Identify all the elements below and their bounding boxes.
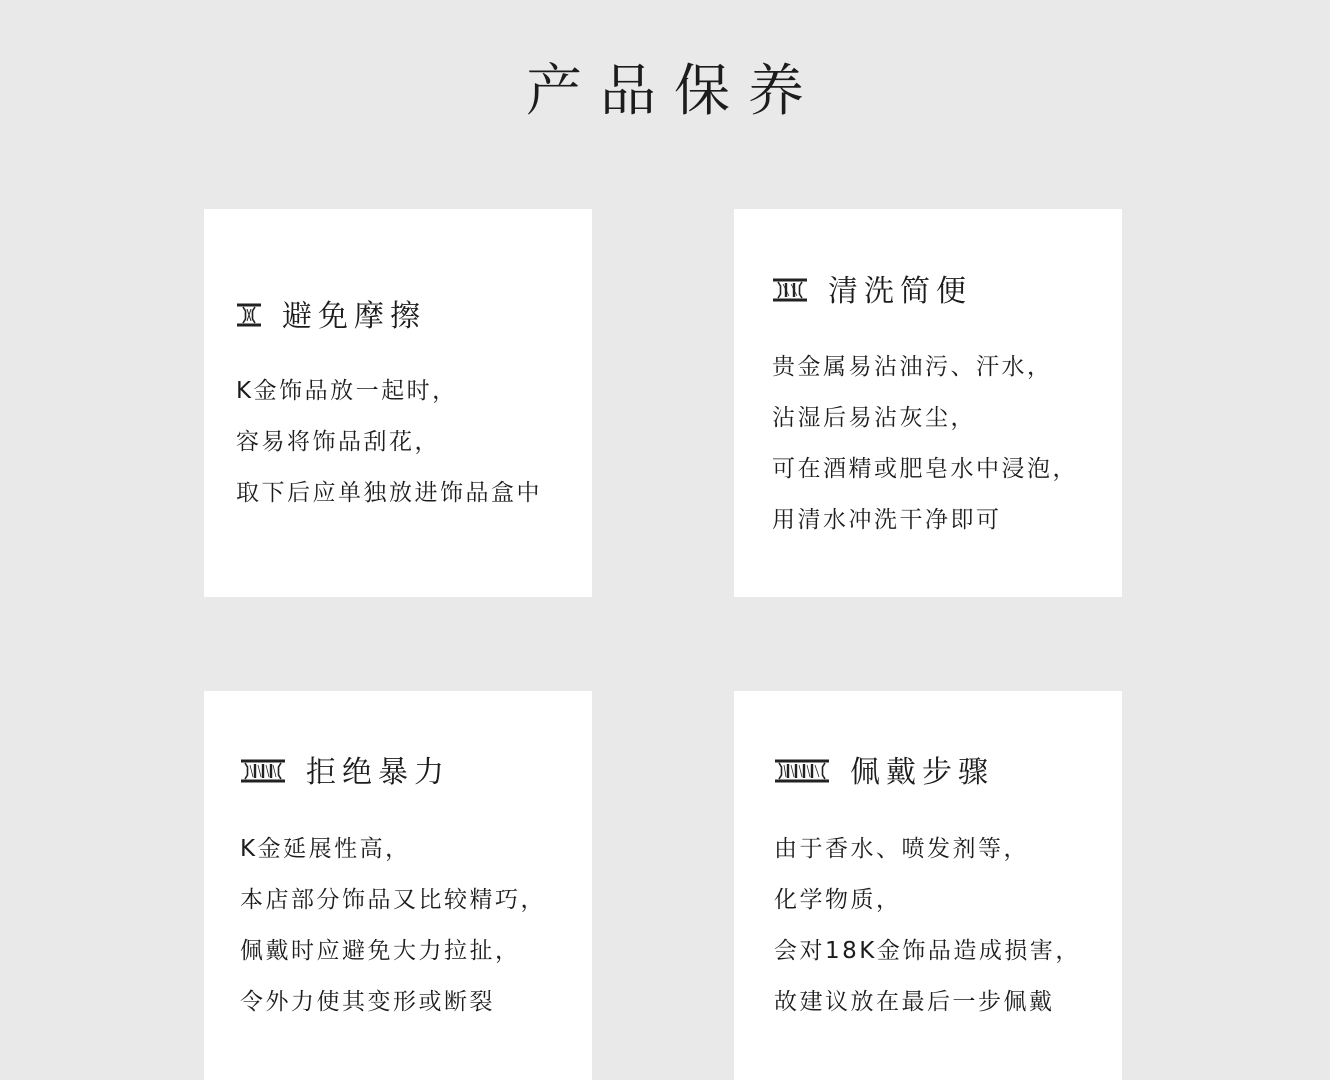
card-text-line: 令外力使其变形或断裂 — [240, 989, 495, 1015]
card-title: 佩戴步骤 — [850, 755, 994, 790]
card-text-line: 可在酒精或肥皂水中浸泡， — [772, 456, 1078, 482]
card-body — [240, 824, 546, 1028]
card-body — [774, 824, 1081, 1028]
card-heading — [240, 753, 450, 793]
card-text-line: K金饰品放一起时， — [236, 378, 458, 404]
card-text-line: 取下后应单独放进饰品盒中 — [236, 480, 542, 506]
card-text-line: 佩戴时应避免大力拉扯， — [240, 938, 521, 964]
roman-numeral-one-icon — [236, 303, 262, 331]
card-text-line: 沾湿后易沾灰尘， — [772, 405, 976, 431]
card-text-line: 由于香水、喷发剂等， — [774, 836, 1029, 862]
roman-numeral-four-icon — [774, 759, 830, 787]
roman-numeral-two-icon — [772, 278, 808, 306]
card-text-line: 贵金属易沾油污、汗水， — [772, 354, 1053, 380]
card-title: 避免摩擦 — [282, 299, 426, 334]
card-text-line: 会对18K金饰品造成损害， — [774, 938, 1081, 964]
care-card-wearing-steps — [734, 691, 1122, 1080]
roman-numeral-three-icon — [240, 759, 286, 787]
card-heading — [774, 753, 994, 793]
card-body — [236, 366, 542, 519]
page-title: 产品保养 — [526, 59, 822, 124]
care-card-avoid-friction — [204, 209, 592, 597]
card-text-line: 本店部分饰品又比较精巧， — [240, 887, 546, 913]
card-text-line: 故建议放在最后一步佩戴 — [774, 989, 1055, 1015]
card-title: 清洗简便 — [828, 274, 972, 309]
card-heading — [236, 297, 426, 337]
card-text-line: 容易将饰品刮花， — [236, 429, 440, 455]
care-card-no-force — [204, 691, 592, 1080]
care-card-easy-cleaning — [734, 209, 1122, 597]
card-heading — [772, 272, 972, 312]
card-text-line: K金延展性高， — [240, 836, 411, 862]
card-title: 拒绝暴力 — [306, 755, 450, 790]
card-body — [772, 342, 1078, 546]
card-text-line: 用清水冲洗干净即可 — [772, 507, 1002, 533]
card-text-line: 化学物质， — [774, 887, 902, 913]
